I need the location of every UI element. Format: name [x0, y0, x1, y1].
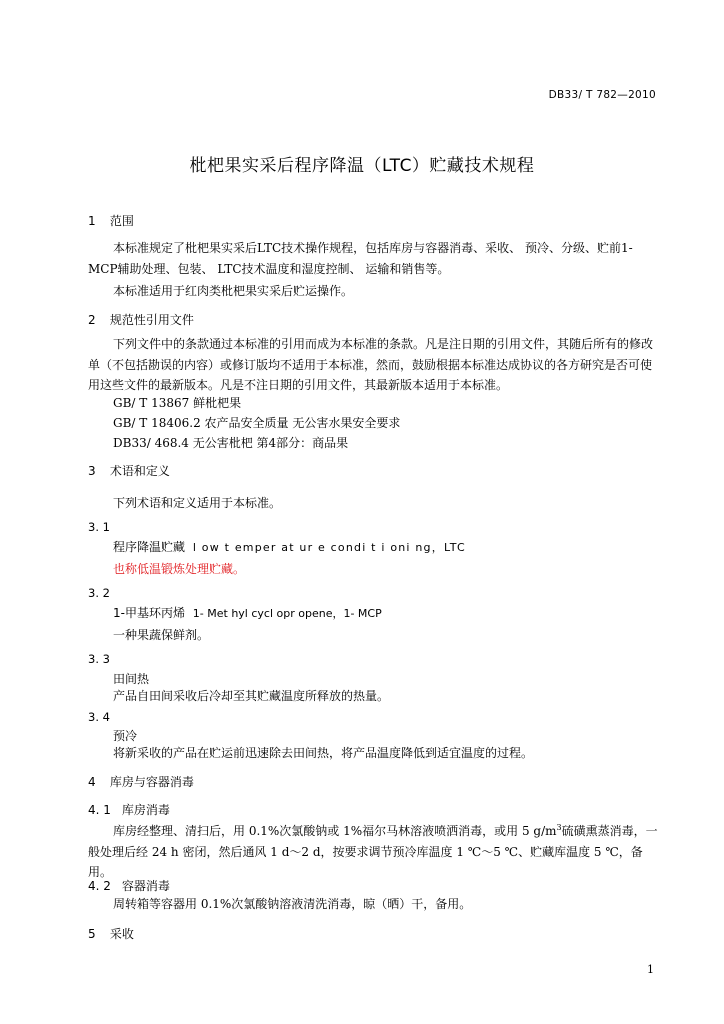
page-number: 1: [647, 963, 654, 976]
section-number: 3: [88, 464, 96, 478]
paragraph-text: 本标准规定了枇杷果实采后LTC技术操作规程，包括库房与容器消毒、采收、 预冷、分级、贮前1-MCP辅助处理、包装、 LTC技术温度和湿度控制、 运输和销售等。: [88, 241, 633, 276]
term-definition: 产品自田间采收后冷却至其贮藏温度所释放的热量。: [113, 689, 390, 703]
term-en: 1- Met hyl cycl opr opene，1- MCP: [192, 607, 382, 620]
section-3-paragraph-1: 下列术语和定义适用于本标准。: [113, 496, 282, 510]
subsection-title: 库房消毒: [121, 803, 170, 817]
superscript: 3: [556, 823, 562, 832]
term-zh: 程序降温贮藏: [113, 540, 186, 554]
subsection-4-1-paragraph: [88, 818, 658, 883]
section-2-heading: [88, 311, 194, 328]
term-definition: 也称低温锻炼处理贮藏。: [113, 562, 246, 576]
section-2-paragraph-1: [88, 334, 658, 396]
subsection-4-2-heading: [88, 877, 170, 894]
term-entry: [113, 604, 382, 621]
section-title: 术语和定义: [109, 464, 170, 478]
paragraph-text: 下列文件中的条款通过本标准的引用而成为本标准的条款。凡是注日期的引用文件，其随后所有的修改单（不包括勘误的内容）或修订版均不适用于本标准，然而，鼓励根据本标准达成协议的各方研究是否可使用这些文件的最新版本。凡是不注日期的引用文件，其最新版本适用于本标准。: [88, 337, 654, 392]
section-4-heading: [88, 773, 194, 790]
reference-item: DB33/ 468.4 无公害枇杷 第4部分：商品果: [113, 436, 349, 450]
term-definition: 将新采收的产品在贮运前迅速除去田间热，将产品温度降低到适宜温度的过程。: [113, 746, 534, 760]
term-en: l ow t emper at ur e condi t i oni ng，LTC: [192, 541, 466, 554]
section-5-heading: [88, 925, 134, 942]
standard-code: DB33/ T 782—2010: [548, 89, 656, 101]
section-1-heading: [88, 212, 134, 229]
subsection-4-1-heading: [88, 801, 170, 818]
reference-item: GB/ T 13867 鲜枇杷果: [113, 396, 242, 410]
subsection-4-2-paragraph: 周转箱等容器用 0.1%次氯酸钠溶液清洗消毒，晾（晒）干，备用。: [113, 897, 472, 911]
section-title: 库房与容器消毒: [109, 775, 194, 789]
term-number: 3. 1: [88, 520, 110, 534]
section-title: 规范性引用文件: [109, 313, 194, 327]
section-number: 1: [88, 214, 96, 228]
term-number: 3. 4: [88, 710, 110, 724]
section-title: 采收: [109, 927, 134, 941]
section-number: 4: [88, 775, 96, 789]
subsection-number: 4. 1: [88, 803, 111, 817]
term-zh: 1-甲基环丙烯: [113, 606, 185, 620]
section-number: 2: [88, 313, 96, 327]
term-definition: 一种果蔬保鲜剂。: [113, 628, 210, 642]
term-entry: [113, 670, 149, 687]
section-3-heading: [88, 462, 170, 479]
paragraph-text: 硫磺熏蒸消毒，一般处理后经 24 h 密闭，然后通风 1 d～2 d，按要求调节预冷库温度 1 ℃～5 ℃、贮藏库温度 5 ℃，备用。: [88, 824, 658, 879]
term-zh: 预冷: [113, 729, 138, 743]
subsection-title: 容器消毒: [121, 879, 170, 893]
section-1-paragraph-1: [88, 238, 658, 279]
term-number: 3. 3: [88, 652, 110, 666]
reference-item: GB/ T 18406.2 农产品安全质量 无公害水果安全要求: [113, 416, 401, 430]
paragraph-text: 库房经整理、清扫后，用 0.1%次氯酸钠或 1%福尔马林溶液喷洒消毒，或用 5 g/m: [113, 824, 557, 838]
term-entry: [113, 538, 466, 555]
section-1-paragraph-2: 本标准适用于红肉类枇杷果实采后贮运操作。: [113, 284, 354, 298]
term-entry: [113, 727, 137, 744]
section-number: 5: [88, 927, 96, 941]
subsection-number: 4. 2: [88, 879, 111, 893]
document-title: 枇杷果实采后程序降温（LTC）贮藏技术规程: [189, 156, 535, 176]
section-title: 范围: [109, 214, 134, 228]
term-number: 3. 2: [88, 586, 110, 600]
term-zh: 田间热: [113, 672, 150, 686]
